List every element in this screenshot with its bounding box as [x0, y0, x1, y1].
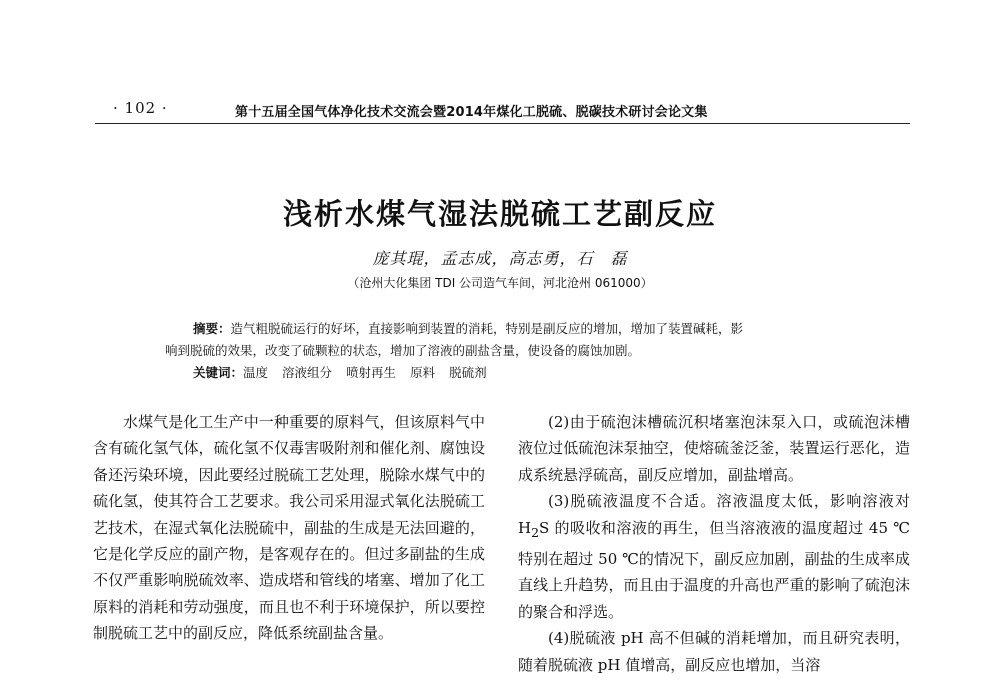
abstract-text-1: 造气粗脱硫运行的好坏，直接影响到装置的消耗，特别是副反应的增加，增加了装置碱耗，影: [230, 321, 744, 336]
h2s-subscript: 2: [531, 524, 540, 540]
affiliation: （沧州大化集团 TDI 公司造气车间，河北沧州 061000）: [347, 276, 653, 290]
paragraph-4: (4)脱硫液 pH 高不但碱的消耗增加，而且研究表明，随着脱硫液 pH 值增高，副反应也增加，当溶: [518, 629, 910, 674]
keyword: 喷射再生: [346, 365, 397, 380]
abstract-line-2: 响到脱硫的效果，改变了硫颗粒的状态，增加了溶液的副盐含量，使设备的腐蚀加剧。: [165, 343, 641, 358]
journal-title: 第十五届全国气体净化技术交流会暨2014年煤化工脱硫、脱碳技术研讨会论文集: [235, 105, 708, 120]
paragraph-2: (2)由于硫泡沫槽硫沉积堵塞泡沫泵入口，或硫泡沫槽液位过低硫泡沫泵抽空，使熔硫釜泛釜，装置运行恶化，造成系统悬浮硫高，副反应增加，副盐增高。: [518, 413, 910, 484]
keywords: [165, 362, 840, 384]
keyword: 温度: [243, 365, 269, 380]
running-header: [95, 97, 910, 124]
keyword: 溶液组分: [282, 365, 333, 380]
keywords-label: 关键词：: [193, 365, 244, 380]
keyword: 原料: [410, 365, 436, 380]
authors: 庞其琨，孟志成，高志勇，石 磊: [372, 249, 628, 268]
page-number: · 102 ·: [113, 99, 168, 117]
abstract: [165, 318, 840, 384]
left-column: [93, 409, 485, 647]
right-column: [518, 409, 910, 678]
paragraph-3-start: (3)脱硫液温度不合适。溶液温度太低，影响溶液对 H: [518, 492, 910, 537]
abstract-line-1: [165, 318, 840, 340]
abstract-label: 摘要：: [193, 321, 231, 336]
paragraph-3: [518, 488, 910, 625]
paragraph-3-end: S 的吸收和溶液的再生，但当溶液液的温度超过 45 ℃特别在超过 50 ℃的情况下，副反应加剧，副盐的生成率成直线上升趋势，而且由于温度的升高也严重的影响了硫泡沫的聚合和浮选。: [518, 518, 910, 621]
keyword: 脱硫剂: [449, 365, 487, 380]
article-title: 浅析水煤气湿法脱硫工艺副反应: [282, 197, 717, 231]
intro-paragraph: 水煤气是化工生产中一种重要的原料气，但该原料气中含有硫化氢气体，硫化氢不仅毒害吸附剂和催化剂、腐蚀设备还污染环境，因此要经过脱硫工艺处理，脱除水煤气中的硫化氢，使其符合工艺要求。我公司采用湿式氧化法脱硫工艺技术，在湿式氧化法脱硫中，副盐的生成是无法回避的，它是化学反应的副产物，是客观存在的。但过多副盐的生成不仅严重影响脱硫效率、造成塔和管线的堵塞、增加了化工原料的消耗和劳动强度，而且也不利于环境保护，所以要控制脱硫工艺中的副反应，降低系统副盐含量。: [93, 413, 485, 643]
